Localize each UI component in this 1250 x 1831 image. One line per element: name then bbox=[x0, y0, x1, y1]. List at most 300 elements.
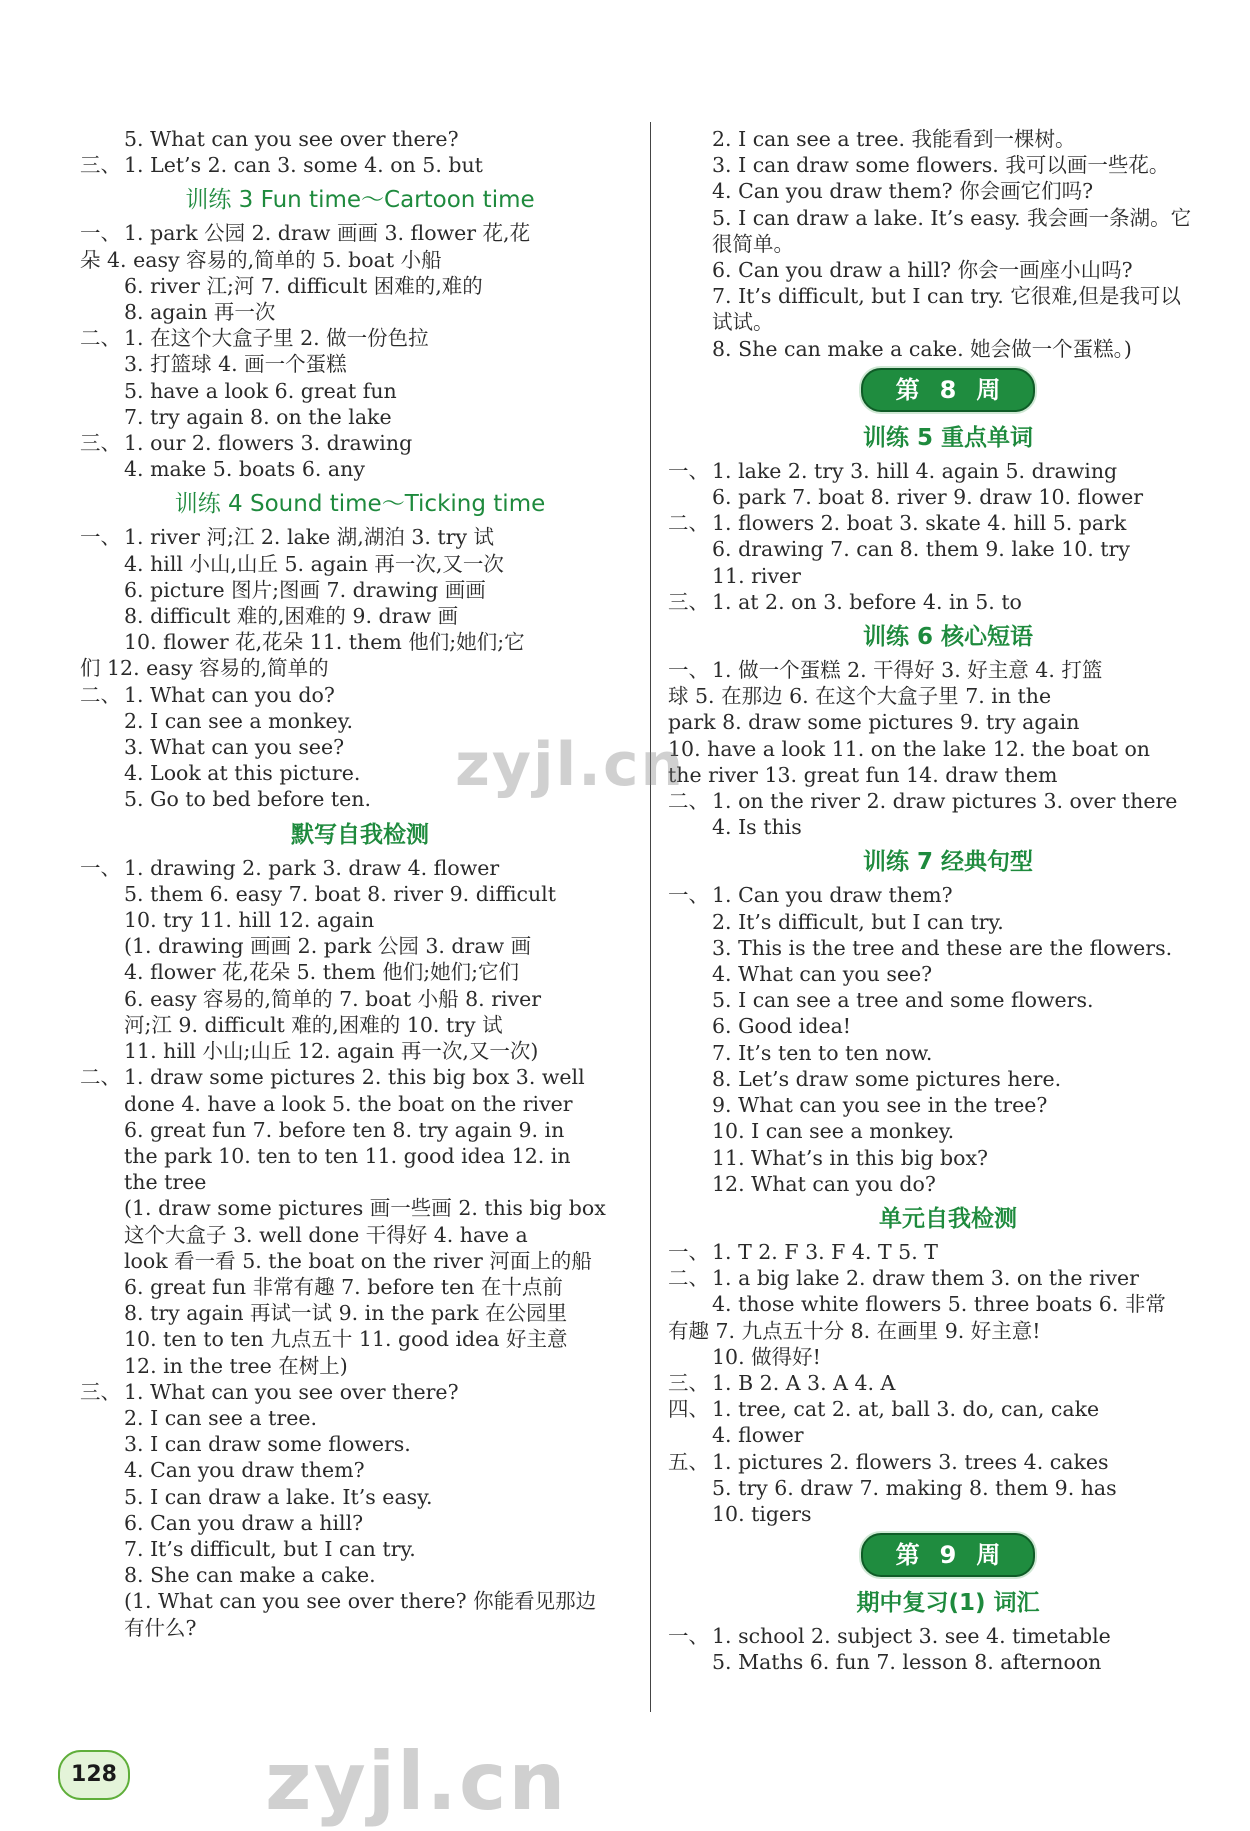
answer-text: 1. pictures 2. flowers 3. trees 4. cakes bbox=[712, 1449, 1109, 1474]
answer-text: 5. Go to bed before ten. bbox=[124, 787, 372, 812]
answer-line bbox=[668, 484, 1228, 510]
indent bbox=[668, 1422, 712, 1448]
indent bbox=[668, 178, 712, 204]
indent bbox=[80, 1353, 124, 1379]
answer-line bbox=[80, 708, 640, 734]
answer-text: 8. She can make a cake. bbox=[124, 1563, 376, 1588]
answer-line bbox=[668, 1344, 1228, 1370]
answer-text: 5. try 6. draw 7. making 8. them 9. has bbox=[712, 1475, 1117, 1500]
answer-line bbox=[668, 1370, 1228, 1396]
answer-line bbox=[668, 336, 1228, 362]
section-number: 二、 bbox=[80, 1065, 121, 1090]
indent bbox=[80, 1012, 124, 1038]
indent bbox=[80, 1615, 124, 1641]
answer-text: 5. I can draw a lake. It’s easy. 我会画一条湖。它 bbox=[712, 205, 1192, 230]
answer-line bbox=[80, 629, 640, 655]
answer-line bbox=[80, 524, 640, 550]
answer-text: 们 12. easy 容易的,简单的 bbox=[80, 656, 329, 681]
answer-line bbox=[80, 273, 640, 299]
answer-text: 7. It’s ten to ten now. bbox=[712, 1040, 933, 1065]
answer-text: 10. have a look 11. on the lake 12. the boat on bbox=[668, 736, 1151, 761]
indent bbox=[80, 959, 124, 985]
week-banner-text: 周 bbox=[976, 375, 1001, 404]
answer-line bbox=[80, 551, 640, 577]
indent bbox=[80, 1326, 124, 1352]
indent bbox=[80, 577, 124, 603]
answer-text: 1. 在这个大盒子里 2. 做一份色拉 bbox=[124, 326, 429, 351]
answer-text: 11. river bbox=[712, 563, 801, 588]
answer-line bbox=[668, 1239, 1228, 1265]
indent bbox=[80, 1431, 124, 1457]
section-heading: 训练 3 Fun time～Cartoon time bbox=[185, 187, 535, 214]
answer-text: 4. Is this bbox=[712, 815, 802, 840]
answer-line bbox=[668, 657, 1228, 683]
answer-line bbox=[80, 430, 640, 456]
section-number: 三、 bbox=[80, 1379, 121, 1404]
answer-line bbox=[668, 935, 1228, 961]
answer-line bbox=[668, 126, 1228, 152]
answer-text: 4. Look at this picture. bbox=[124, 761, 361, 786]
section-number: 三、 bbox=[668, 1370, 709, 1395]
answer-line bbox=[80, 1588, 640, 1614]
section-heading: 期中复习(1) 词汇 bbox=[856, 1590, 1040, 1617]
indent bbox=[668, 1118, 712, 1144]
watermark: zyjl.cn bbox=[455, 730, 686, 800]
answer-text: 很简单。 bbox=[712, 231, 794, 256]
answer-line bbox=[668, 178, 1228, 204]
answer-line bbox=[80, 220, 640, 246]
week-banner-text: 周 bbox=[976, 1541, 1001, 1570]
answer-line bbox=[80, 1169, 640, 1195]
indent bbox=[668, 1649, 712, 1675]
indent bbox=[80, 907, 124, 933]
indent bbox=[80, 351, 124, 377]
answer-line bbox=[668, 762, 1228, 788]
indent bbox=[80, 1248, 124, 1274]
answer-text: 1. on the river 2. draw pictures 3. over there bbox=[712, 789, 1178, 814]
answer-text: 1. T 2. F 3. F 4. T 5. T bbox=[712, 1239, 938, 1264]
answer-line bbox=[80, 404, 640, 430]
section-heading: 单元自我检测 bbox=[879, 1205, 1017, 1232]
answer-text: 2. I can see a tree. 我能看到一棵树。 bbox=[712, 127, 1076, 151]
indent bbox=[80, 734, 124, 760]
answer-line bbox=[668, 961, 1228, 987]
answer-text: 6. picture 图片;图画 7. drawing 画画 bbox=[124, 577, 486, 602]
indent bbox=[80, 1457, 124, 1483]
answer-text: 6. great fun 7. before ten 8. try again 9. in bbox=[124, 1117, 565, 1142]
section-number: 二、 bbox=[668, 1266, 709, 1291]
answer-text: 5. have a look 6. great fun bbox=[124, 378, 397, 403]
answer-line bbox=[80, 1326, 640, 1352]
indent bbox=[668, 126, 712, 152]
indent bbox=[668, 205, 712, 231]
answer-text: 6. Can you draw a hill? 你会一画座小山吗? bbox=[712, 258, 1133, 283]
answer-line bbox=[80, 1274, 640, 1300]
indent bbox=[80, 1300, 124, 1326]
indent bbox=[80, 404, 124, 430]
answer-text: 4. flower bbox=[712, 1423, 804, 1448]
indent bbox=[668, 1066, 712, 1092]
answer-line bbox=[668, 1092, 1228, 1118]
indent bbox=[668, 1501, 712, 1527]
answer-text: 1. at 2. on 3. before 4. in 5. to bbox=[712, 589, 1022, 614]
answer-text: 3. What can you see? bbox=[124, 735, 345, 760]
indent bbox=[668, 231, 712, 257]
answer-line bbox=[80, 1143, 640, 1169]
indent bbox=[668, 961, 712, 987]
answer-text: 1. drawing 2. park 3. draw 4. flower bbox=[124, 855, 500, 880]
answer-text: 10. I can see a monkey. bbox=[712, 1119, 955, 1144]
indent bbox=[80, 1091, 124, 1117]
answer-text: 有什么? bbox=[124, 1615, 197, 1640]
indent bbox=[80, 1274, 124, 1300]
section-number: 三、 bbox=[80, 153, 121, 178]
answer-text: 有趣 7. 九点五十分 8. 在画里 9. 好主意! bbox=[668, 1318, 1041, 1343]
indent bbox=[80, 1195, 124, 1221]
indent bbox=[668, 257, 712, 283]
answer-text: done 4. have a look 5. the boat on the river bbox=[124, 1091, 573, 1116]
indent bbox=[80, 378, 124, 404]
answer-text: 3. 打篮球 4. 画一个蛋糕 bbox=[124, 352, 347, 377]
indent bbox=[668, 935, 712, 961]
answer-text: 5. I can see a tree and some flowers. bbox=[712, 988, 1094, 1013]
answer-text: 1. Can you draw them? bbox=[712, 883, 953, 908]
answer-line bbox=[668, 205, 1228, 231]
section-number: 五、 bbox=[668, 1449, 709, 1474]
answer-text: 2. It’s difficult, but I can try. bbox=[712, 909, 1004, 934]
section-number: 一、 bbox=[80, 221, 121, 246]
answer-line bbox=[80, 855, 640, 881]
indent bbox=[668, 484, 712, 510]
answer-line bbox=[80, 247, 640, 273]
indent bbox=[668, 563, 712, 589]
answer-text: the river 13. great fun 14. draw them bbox=[668, 762, 1058, 787]
indent bbox=[80, 1405, 124, 1431]
indent bbox=[80, 299, 124, 325]
answer-line bbox=[80, 378, 640, 404]
answer-line bbox=[80, 1038, 640, 1064]
indent bbox=[80, 456, 124, 482]
answer-line bbox=[80, 1353, 640, 1379]
indent bbox=[80, 986, 124, 1012]
answer-text: (1. What can you see over there? 你能看见那边 bbox=[124, 1589, 597, 1614]
section-number: 二、 bbox=[668, 511, 709, 536]
answer-line bbox=[668, 1396, 1228, 1422]
week-banner-text: 第 bbox=[895, 375, 920, 404]
answer-line bbox=[80, 1012, 640, 1038]
indent bbox=[80, 1484, 124, 1510]
answer-line bbox=[668, 1118, 1228, 1144]
indent bbox=[80, 881, 124, 907]
answer-text: 1. 做一个蛋糕 2. 干得好 3. 好主意 4. 打篮 bbox=[712, 658, 1103, 683]
answer-text: 4. Can you draw them? bbox=[124, 1458, 365, 1483]
answer-text: park 8. draw some pictures 9. try again bbox=[668, 710, 1080, 735]
answer-text: 6. easy 容易的,简单的 7. boat 小船 8. river bbox=[124, 986, 542, 1011]
indent bbox=[668, 536, 712, 562]
answer-text: 朵 4. easy 容易的,简单的 5. boat 小船 bbox=[80, 247, 442, 272]
section-number: 三、 bbox=[668, 589, 709, 614]
answer-line bbox=[668, 231, 1228, 257]
answer-text: 10. tigers bbox=[712, 1501, 812, 1526]
indent bbox=[80, 603, 124, 629]
answer-text: 河;江 9. difficult 难的,困难的 10. try 试 bbox=[124, 1012, 503, 1037]
answer-line bbox=[80, 760, 640, 786]
answer-text: 4. flower 花,花朵 5. them 他们;她们;它们 bbox=[124, 960, 520, 985]
section-number: 一、 bbox=[668, 1624, 709, 1649]
indent bbox=[80, 273, 124, 299]
answer-line bbox=[80, 786, 640, 812]
answer-text: 6. drawing 7. can 8. them 9. lake 10. try bbox=[712, 537, 1130, 562]
section-heading: 默写自我检测 bbox=[291, 821, 429, 848]
answer-text: 12. What can you do? bbox=[712, 1171, 936, 1196]
answer-line bbox=[80, 986, 640, 1012]
week-banner-text: 第 bbox=[895, 1541, 920, 1570]
indent bbox=[668, 1092, 712, 1118]
indent bbox=[80, 1222, 124, 1248]
answer-text: 7. It’s difficult, but I can try. bbox=[124, 1536, 416, 1561]
answer-text: 4. make 5. boats 6. any bbox=[124, 457, 365, 482]
answer-line bbox=[668, 709, 1228, 735]
answer-text: 2. I can see a tree. bbox=[124, 1405, 317, 1430]
indent bbox=[80, 760, 124, 786]
answer-line bbox=[80, 1222, 640, 1248]
indent bbox=[668, 1344, 712, 1370]
answer-line bbox=[668, 510, 1228, 536]
section-number: 一、 bbox=[668, 1239, 709, 1264]
indent bbox=[668, 1145, 712, 1171]
answer-line bbox=[80, 1457, 640, 1483]
answer-text: 1. flowers 2. boat 3. skate 4. hill 5. park bbox=[712, 511, 1127, 536]
indent bbox=[668, 1171, 712, 1197]
indent bbox=[80, 126, 124, 152]
section-heading: 训练 6 核心短语 bbox=[862, 624, 1034, 651]
answer-line bbox=[80, 1562, 640, 1588]
answer-text: 6. Good idea! bbox=[712, 1014, 852, 1039]
answer-text: 8. difficult 难的,困难的 9. draw 画 bbox=[124, 604, 459, 629]
answer-line bbox=[668, 1623, 1228, 1649]
answer-line bbox=[668, 1649, 1228, 1675]
answer-line bbox=[80, 1431, 640, 1457]
indent bbox=[80, 1536, 124, 1562]
week-banner bbox=[861, 368, 1035, 412]
answer-line bbox=[80, 152, 640, 178]
section-number: 一、 bbox=[668, 883, 709, 908]
indent bbox=[80, 1038, 124, 1064]
answer-line bbox=[80, 1536, 640, 1562]
column-divider bbox=[650, 122, 651, 1712]
answer-line bbox=[668, 1145, 1228, 1171]
answer-text: 6. great fun 非常有趣 7. before ten 在十点前 bbox=[124, 1274, 563, 1299]
answer-text: 5. Maths 6. fun 7. lesson 8. afternoon bbox=[712, 1650, 1102, 1675]
answer-text: 4. Can you draw them? 你会画它们吗? bbox=[712, 179, 1094, 204]
left-column bbox=[80, 126, 640, 1641]
answer-line bbox=[80, 1379, 640, 1405]
answer-text: 8. try again 再试一试 9. in the park 在公园里 bbox=[124, 1301, 568, 1326]
answer-line bbox=[80, 577, 640, 603]
answer-line bbox=[80, 933, 640, 959]
indent bbox=[668, 1040, 712, 1066]
answer-text: the park 10. ten to ten 11. good idea 12. in bbox=[124, 1143, 571, 1168]
answer-line bbox=[80, 1248, 640, 1274]
answer-text: 7. try again 8. on the lake bbox=[124, 404, 392, 429]
answer-line bbox=[668, 1040, 1228, 1066]
answer-line bbox=[668, 736, 1228, 762]
indent bbox=[668, 987, 712, 1013]
watermark: zyjl.cn bbox=[265, 1735, 568, 1828]
answer-line bbox=[668, 257, 1228, 283]
answer-text: 8. She can make a cake. 她会做一个蛋糕。) bbox=[712, 336, 1132, 361]
answer-line bbox=[80, 351, 640, 377]
answer-text: look 看一看 5. the boat on the river 河面上的船 bbox=[124, 1248, 592, 1273]
answer-line bbox=[668, 1171, 1228, 1197]
week-banner-text: 8 bbox=[939, 375, 957, 404]
indent bbox=[668, 152, 712, 178]
answer-line bbox=[668, 1291, 1228, 1317]
answer-text: 4. hill 小山,山丘 5. again 再一次,又一次 bbox=[124, 551, 504, 576]
answer-text: 1. school 2. subject 3. see 4. timetable bbox=[712, 1624, 1111, 1649]
right-column bbox=[668, 126, 1228, 1676]
answer-text: 1. Let’s 2. can 3. some 4. on 5. but bbox=[124, 153, 483, 178]
answer-line bbox=[668, 589, 1228, 615]
answer-text: 7. It’s difficult, but I can try. 它很难,但是我可以 bbox=[712, 284, 1181, 309]
answer-text: 1. draw some pictures 2. this big box 3. well bbox=[124, 1065, 585, 1090]
indent bbox=[668, 1013, 712, 1039]
indent bbox=[80, 1562, 124, 1588]
section-number: 二、 bbox=[80, 326, 121, 351]
answer-text: 1. What can you see over there? bbox=[124, 1379, 459, 1404]
section-heading: 训练 7 经典句型 bbox=[862, 849, 1034, 876]
answer-line bbox=[668, 1318, 1228, 1344]
answer-line bbox=[80, 1405, 640, 1431]
answer-line bbox=[80, 1064, 640, 1090]
answer-text: 5. What can you see over there? bbox=[124, 127, 459, 151]
indent bbox=[80, 629, 124, 655]
answer-line bbox=[80, 1117, 640, 1143]
answer-text: the tree bbox=[124, 1170, 207, 1195]
answer-line bbox=[668, 909, 1228, 935]
indent bbox=[668, 909, 712, 935]
section-number: 四、 bbox=[668, 1397, 709, 1422]
answer-line bbox=[668, 814, 1228, 840]
answer-text: 8. again 再一次 bbox=[124, 300, 276, 325]
week-banner bbox=[861, 1533, 1035, 1577]
answer-text: 1. tree, cat 2. at, ball 3. do, can, cake bbox=[712, 1397, 1100, 1422]
answer-line bbox=[80, 1484, 640, 1510]
answer-text: 球 5. 在那边 6. 在这个大盒子里 7. in the bbox=[668, 684, 1052, 709]
indent bbox=[80, 1143, 124, 1169]
answer-text: 8. Let’s draw some pictures here. bbox=[712, 1066, 1062, 1091]
indent bbox=[80, 1117, 124, 1143]
answer-line bbox=[80, 682, 640, 708]
answer-line bbox=[668, 309, 1228, 335]
indent bbox=[80, 786, 124, 812]
answer-line bbox=[668, 1066, 1228, 1092]
answer-line bbox=[668, 1422, 1228, 1448]
section-heading: 训练 5 重点单词 bbox=[862, 424, 1034, 451]
section-number: 三、 bbox=[80, 431, 121, 456]
answer-text: 1. our 2. flowers 3. drawing bbox=[124, 431, 413, 456]
answer-line bbox=[668, 1013, 1228, 1039]
answer-text: 1. river 河;江 2. lake 湖,湖泊 3. try 试 bbox=[124, 525, 495, 550]
answer-line bbox=[80, 325, 640, 351]
answer-line bbox=[80, 959, 640, 985]
answer-line bbox=[80, 881, 640, 907]
answer-line bbox=[668, 152, 1228, 178]
section-number: 一、 bbox=[80, 525, 121, 550]
answer-text: (1. draw some pictures 画一些画 2. this big box bbox=[124, 1196, 606, 1221]
section-number: 一、 bbox=[668, 658, 709, 683]
answer-line bbox=[668, 458, 1228, 484]
answer-line bbox=[80, 299, 640, 325]
answer-line bbox=[80, 1195, 640, 1221]
answer-text: 5. them 6. easy 7. boat 8. river 9. difficult bbox=[124, 881, 556, 906]
answer-line bbox=[80, 1300, 640, 1326]
week-banner-text: 9 bbox=[939, 1541, 957, 1570]
answer-text: 3. This is the tree and these are the flowers. bbox=[712, 935, 1173, 960]
answer-text: 10. try 11. hill 12. again bbox=[124, 908, 375, 933]
answer-text: 3. I can draw some flowers. bbox=[124, 1432, 411, 1457]
indent bbox=[668, 814, 712, 840]
answer-text: 6. river 江;河 7. difficult 困难的,难的 bbox=[124, 273, 483, 298]
answer-line bbox=[80, 456, 640, 482]
answer-line bbox=[668, 882, 1228, 908]
answer-line bbox=[80, 907, 640, 933]
section-number: 二、 bbox=[668, 789, 709, 814]
answer-line bbox=[80, 1510, 640, 1536]
answer-line bbox=[668, 536, 1228, 562]
answer-text: 10. ten to ten 九点五十 11. good idea 好主意 bbox=[124, 1327, 568, 1352]
answer-text: 11. What’s in this big box? bbox=[712, 1145, 989, 1170]
answer-line bbox=[668, 1449, 1228, 1475]
answer-text: 4. What can you see? bbox=[712, 962, 933, 987]
answer-line bbox=[80, 734, 640, 760]
indent bbox=[80, 933, 124, 959]
answer-text: 9. What can you see in the tree? bbox=[712, 1093, 1048, 1118]
indent bbox=[668, 336, 712, 362]
indent bbox=[80, 551, 124, 577]
answer-line bbox=[668, 1265, 1228, 1291]
answer-text: 试试。 bbox=[712, 310, 774, 335]
answer-text: 6. Can you draw a hill? bbox=[124, 1510, 364, 1535]
answer-line bbox=[80, 1615, 640, 1641]
page-number-badge: 128 bbox=[58, 1750, 130, 1800]
answer-line bbox=[80, 655, 640, 681]
answer-line bbox=[80, 1091, 640, 1117]
indent bbox=[668, 1291, 712, 1317]
answer-text: 1. park 公园 2. draw 画画 3. flower 花,花 bbox=[124, 221, 531, 246]
answer-text: 10. flower 花,花朵 11. them 他们;她们;它 bbox=[124, 630, 525, 655]
answer-text: 12. in the tree 在树上) bbox=[124, 1353, 348, 1378]
indent bbox=[668, 309, 712, 335]
indent bbox=[80, 1510, 124, 1536]
answer-text: 4. those white flowers 5. three boats 6. 非常 bbox=[712, 1292, 1166, 1317]
answer-line bbox=[668, 1475, 1228, 1501]
answer-line bbox=[668, 283, 1228, 309]
answer-text: 1. lake 2. try 3. hill 4. again 5. drawing bbox=[712, 458, 1118, 483]
section-number: 一、 bbox=[80, 855, 121, 880]
answer-line bbox=[80, 126, 640, 152]
answer-line bbox=[668, 1501, 1228, 1527]
answer-line bbox=[668, 683, 1228, 709]
answer-text: 6. park 7. boat 8. river 9. draw 10. flower bbox=[712, 485, 1144, 510]
section-number: 二、 bbox=[80, 682, 121, 707]
indent bbox=[80, 1588, 124, 1614]
indent bbox=[80, 1169, 124, 1195]
indent bbox=[668, 283, 712, 309]
answer-line bbox=[668, 788, 1228, 814]
indent bbox=[668, 1475, 712, 1501]
answer-text: 3. I can draw some flowers. 我可以画一些花。 bbox=[712, 153, 1170, 178]
